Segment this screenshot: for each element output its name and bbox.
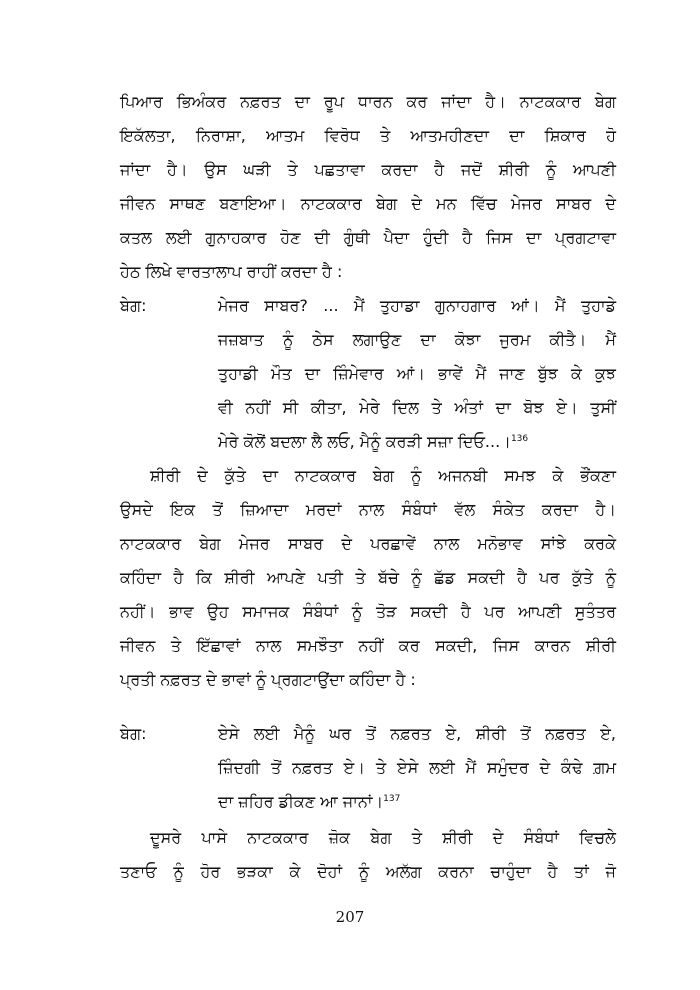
paragraph-line: ਪ੍ਰਤੀ ਨਫ਼ਰਤ ਦੇ ਭਾਵਾਂ ਨੂੰ ਪ੍ਰਗਟਾਉਂਦਾ ਕਹਿੰਦਾ ਹੈ : bbox=[120, 670, 416, 689]
paragraph-line: ਤਣਾਓ ਨੂੰ ਹੋਰ ਭੜਕਾ ਕੇ ਦੋਹਾਂ ਨੂੰ ਅਲੱਗ ਕਰਨਾ ਚਾਹੁੰਦਾ ਹੈ ਤਾਂ ਜੋ bbox=[120, 862, 616, 881]
paragraph-line: ਉਸਦੇ ਇਕ ਤੋਂ ਜ਼ਿਆਦਾ ਮਰਦਾਂ ਨਾਲ ਸੰਬੰਧਾਂ ਵੱਲ ਸੰਕੇਤ ਕਰਦਾ ਹੈ। bbox=[120, 500, 616, 519]
paragraph-line: ਜੀਵਨ ਤੇ ਇੱਛਾਵਾਂ ਨਾਲ ਸਮਝੌਤਾ ਨਹੀਂ ਕਰ ਸਕਦੀ, ਜਿਸ ਕਾਰਨ ਸ਼ੀਰੀ bbox=[120, 636, 616, 655]
dialogue-line bbox=[218, 792, 616, 812]
page-number: 207 bbox=[335, 908, 365, 926]
paragraph-line: ਕਹਿੰਦਾ ਹੈ ਕਿ ਸ਼ੀਰੀ ਆਪਣੇ ਪਤੀ ਤੇ ਬੱਚੇ ਨੂੰ ਛੱਡ ਸਕਦੀ ਹੈ ਪਰ ਕੁੱਤੇ ਨੂੰ bbox=[120, 568, 616, 587]
dialogue-line: ਤੁਹਾਡੀ ਮੌਤ ਦਾ ਜ਼ਿੰਮੇਵਾਰ ਆਂ। ਭਾਵੇਂ ਮੈਂ ਜਾਣ ਬੁੱਝ ਕੇ ਕੁਝ bbox=[218, 364, 616, 383]
dialogue-text: ਮੇਰੇ ਕੋਲੋਂ ਬਦਲਾ ਲੈ ਲਓ, ਮੈਨੂੰ ਕਰੜੀ ਸਜ਼ਾ ਦਿਓ...। bbox=[218, 432, 511, 451]
dialogue-line: ਵੀ ਨਹੀਂ ਸੀ ਕੀਤਾ, ਮੇਰੇ ਦਿਲ ਤੇ ਅੰਤਾਂ ਦਾ ਬੋਝ ਏ। ਤੁਸੀਂ bbox=[218, 398, 616, 417]
paragraph-line: ਪਿਆਰ ਭਿਅੰਕਰ ਨਫ਼ਰਤ ਦਾ ਰੂਪ ਧਾਰਨ ਕਰ ਜਾਂਦਾ ਹੈ। ਨਾਟਕਕਾਰ ਬੇਗ bbox=[120, 92, 616, 111]
paragraph-line: ਇਕੱਲਤਾ, ਨਿਰਾਸ਼ਾ, ਆਤਮ ਵਿਰੋਧ ਤੇ ਆਤਮਹੀਣਦਾ ਦਾ ਸ਼ਿਕਾਰ ਹੋ bbox=[120, 126, 616, 145]
paragraph-line: ਜੀਵਨ ਸਾਥਣ ਬਣਾਇਆ। ਨਾਟਕਕਾਰ ਬੇਗ ਦੇ ਮਨ ਵਿੱਚ ਮੇਜਰ ਸਾਬਰ ਦੇ bbox=[120, 194, 616, 213]
paragraph-line: ਨਾਟਕਕਾਰ ਬੇਗ ਮੇਜਰ ਸਾਬਰ ਦੇ ਪਰਛਾਵੇਂ ਨਾਲ ਮਨੋਭਾਵ ਸਾਂਝੇ ਕਰਕੇ bbox=[120, 534, 616, 553]
paragraph-line: ਨਹੀਂ। ਭਾਵ ਉਹ ਸਮਾਜਕ ਸੰਬੰਧਾਂ ਨੂੰ ਤੋੜ ਸਕਦੀ ਹੈ ਪਰ ਆਪਣੀ ਸੁਤੰਤਰ bbox=[120, 602, 616, 621]
footnote-marker: 137 bbox=[383, 794, 401, 804]
paragraph-line: ਕਤਲ ਲਈ ਗੁਨਾਹਕਾਰ ਹੋਣ ਦੀ ਗੁੰਥੀ ਪੈਦਾ ਹੁੰਦੀ ਹੈ ਜਿਸ ਦਾ ਪ੍ਰਗਟਾਵਾ bbox=[120, 228, 616, 247]
dialogue-line bbox=[218, 432, 616, 452]
dialogue-speaker: ਬੇਗ: bbox=[120, 724, 147, 743]
dialogue-line: ਮੇਜਰ ਸਾਬਰ? ... ਮੈਂ ਤੁਹਾਡਾ ਗੁਨਾਹਗਾਰ ਆਂ। ਮੈਂ ਤੁਹਾਡੇ bbox=[218, 296, 616, 315]
dialogue-line: ਏਸੇ ਲਈ ਮੈਨੂੰ ਘਰ ਤੋਂ ਨਫ਼ਰਤ ਏ, ਸ਼ੀਰੀ ਤੋਂ ਨਫ਼ਰਤ ਏ, bbox=[218, 724, 616, 743]
paragraph-line: ਦੂਸਰੇ ਪਾਸੇ ਨਾਟਕਕਾਰ ਜ਼ੋਕ ਬੇਗ ਤੇ ਸ਼ੀਰੀ ਦੇ ਸੰਬੰਧਾਂ ਵਿਚਲੇ bbox=[150, 828, 616, 847]
paragraph-line: ਜਾਂਦਾ ਹੈ। ਉਸ ਘੜੀ ਤੇ ਪਛਤਾਵਾ ਕਰਦਾ ਹੈ ਜਦੋਂ ਸ਼ੀਰੀ ਨੂੰ ਆਪਣੀ bbox=[120, 160, 616, 179]
dialogue-text: ਦਾ ਜ਼ਹਿਰ ਡੀਕਣ ਆ ਜਾਨਾਂ। bbox=[218, 792, 384, 811]
dialogue-line: ਜਜ਼ਬਾਤ ਨੂੰ ਠੇਸ ਲਗਾਉਣ ਦਾ ਕੋਝਾ ਜੁਰਮ ਕੀਤੈ। ਮੈਂ bbox=[218, 330, 616, 349]
paragraph-line: ਹੇਠ ਲਿਖੇ ਵਾਰਤਾਲਾਪ ਰਾਹੀਂ ਕਰਦਾ ਹੈ : bbox=[120, 262, 343, 281]
footnote-marker: 136 bbox=[510, 434, 529, 444]
paragraph-line: ਸ਼ੀਰੀ ਦੇ ਕੁੱਤੇ ਦਾ ਨਾਟਕਕਾਰ ਬੇਗ ਨੂੰ ਅਜਨਬੀ ਸਮਝ ਕੇ ਭੌਂਕਣਾ bbox=[150, 466, 616, 485]
dialogue-speaker: ਬੇਗ: bbox=[120, 296, 147, 315]
dialogue-line: ਜ਼ਿੰਦਗੀ ਤੋਂ ਨਫ਼ਰਤ ਏ। ਤੇ ਏਸੇ ਲਈ ਮੈਂ ਸਮੁੰਦਰ ਦੇ ਕੰਢੇ ਗ਼ਮ bbox=[218, 758, 616, 777]
